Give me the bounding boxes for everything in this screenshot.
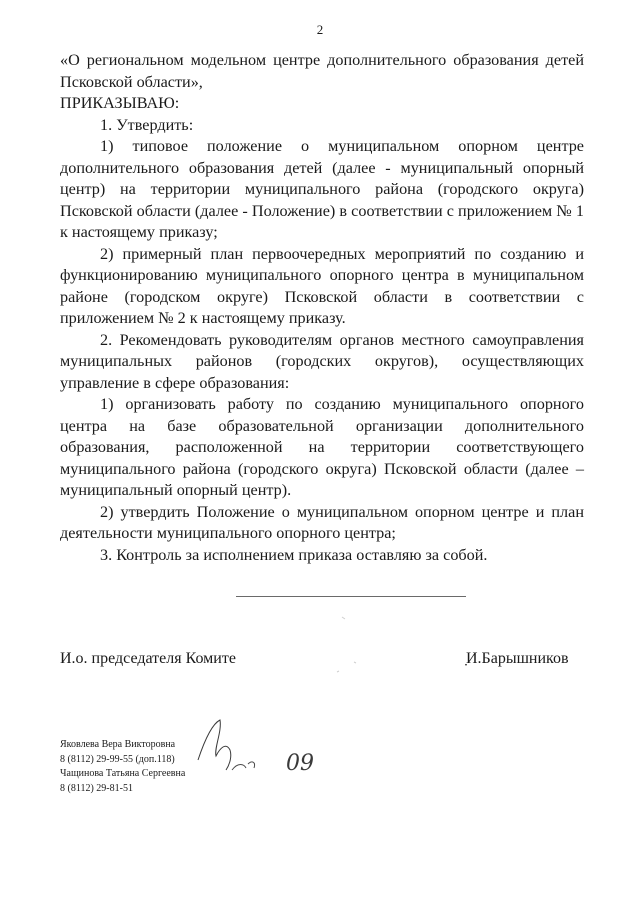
visa-signature-stroke — [198, 720, 231, 770]
executor-1-name: Яковлева Вера Викторовна — [60, 739, 176, 750]
paragraph-control: 3. Контроль за исполнением приказа оставляю за собой. — [100, 545, 488, 564]
paragraph-item-1-2: 2) примерный план первоочередных мероприятий по созданию и функционированию муниципального опорного центра в муниципальном районе (городском округе) Псковской области в соответствии с приложением № 2 к настоящему приказу. — [60, 244, 584, 327]
executor-2-name: Чащинова Татьяна Сергеевна — [60, 768, 186, 779]
paragraph-intro: «О региональном модельном центре дополнительного образования детей Псковской области», — [60, 51, 584, 91]
faint-marks — [332, 612, 372, 682]
paragraph-item-2-1: 1) организовать работу по созданию муниципального опорного центра на базе образовательной организации дополнительного образования, расположенной на территории соответствующего муниципального района (городского округа) Псковской области (далее – муниципальный опорный центр). — [60, 395, 584, 499]
paragraph-order: ПРИКАЗЫВАЮ: — [60, 94, 180, 112]
signatory-name: ̣И.Барышников — [466, 650, 569, 667]
executor-1-phone: 8 (8112) 29-99-55 (доп.118) — [60, 753, 175, 765]
paragraph-recommend: 2. Рекомендовать руководителям органов местного самоуправления муниципальных районов (городских округов), осуществляющих управление в сфере образования: — [60, 330, 584, 392]
executor-contacts — [60, 738, 185, 796]
handwritten-visa — [186, 712, 336, 782]
signatory-title: И.о. председателя Комите — [60, 650, 236, 667]
visa-mark-stroke — [232, 762, 255, 770]
page-number: 2 — [316, 22, 324, 37]
divider-line — [236, 596, 466, 597]
paragraph-item-2-2: 2) утвердить Положение о муниципальном опорном центре и план деятельности муниципального опорного центра; — [60, 502, 584, 542]
paragraph-approve: 1. Утвердить: — [100, 115, 194, 134]
visa-date-text: 09 — [286, 751, 314, 776]
document-body — [60, 50, 584, 566]
executor-2-phone: 8 (8112) 29-81-51 — [60, 782, 133, 794]
paragraph-item-1-1: 1) типовое положение о муниципальном опорном центре дополнительного образования детей (далее - муниципальный опорный центр) на территории муниципального района (городского округа) Псковской области (далее - Положение) в соответствии с приложением № 1 к настоящему приказу; — [60, 137, 584, 241]
